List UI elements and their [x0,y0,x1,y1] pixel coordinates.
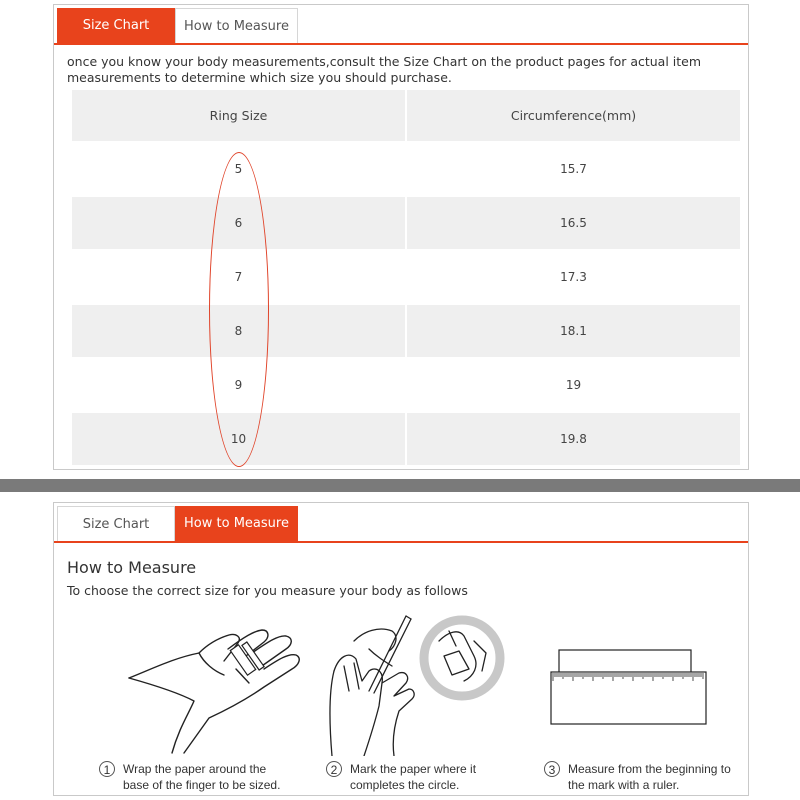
circumference-cell: 16.5 [407,197,740,249]
intro-text: once you know your body measurements,consult the Size Chart on the product pages for actual item measurements to determine which size you should purchase. [67,54,702,85]
step-text: Measure from the beginning to the mark with a ruler. [568,762,731,792]
circumference-cell: 17.3 [560,270,587,284]
table-row [72,305,740,357]
section-subtitle: To choose the correct size for you measure your body as follows [67,583,468,598]
step-number: 1 [99,761,115,777]
tab-how-to-measure[interactable]: How to Measure [175,506,298,541]
column-header-ring-size: Ring Size [72,90,405,141]
circumference-cell: 19.8 [407,413,740,465]
table-row [72,251,740,303]
step-number: 3 [544,761,560,777]
ring-size-cell: 6 [72,197,405,249]
ring-size-cell: 8 [72,305,405,357]
tab-size-chart[interactable]: Size Chart [57,506,175,541]
ring-size-cell: 7 [234,270,243,284]
table-row [72,359,740,411]
ring-size-cell: 9 [234,378,243,392]
ruler-illustration [549,648,709,728]
mark-paper-illustration [314,611,514,756]
size-chart-panel [53,4,749,470]
table-row [72,143,740,195]
step-text: Wrap the paper around the base of the finger to be sized. [123,762,281,792]
ring-size-cell: 10 [72,413,405,465]
tab-bar [54,503,748,543]
how-to-measure-panel [53,502,749,796]
tab-size-chart[interactable]: Size Chart [57,8,175,43]
tab-how-to-measure[interactable]: How to Measure [175,8,298,43]
circumference-cell: 18.1 [407,305,740,357]
circumference-cell: 19 [565,378,582,392]
step-text: Mark the paper where it completes the circle. [350,762,477,792]
table-header-row [72,90,740,141]
ring-size-cell: 5 [234,162,243,176]
tab-bar [54,5,748,45]
section-divider [0,479,800,492]
circumference-cell: 15.7 [560,162,587,176]
hand-wrap-illustration [124,623,314,758]
step-number: 2 [326,761,342,777]
table-row [72,413,740,470]
section-title: How to Measure [67,558,197,577]
column-header-circumference: Circumference(mm) [407,90,740,141]
size-table [72,90,740,470]
table-row [72,197,740,249]
